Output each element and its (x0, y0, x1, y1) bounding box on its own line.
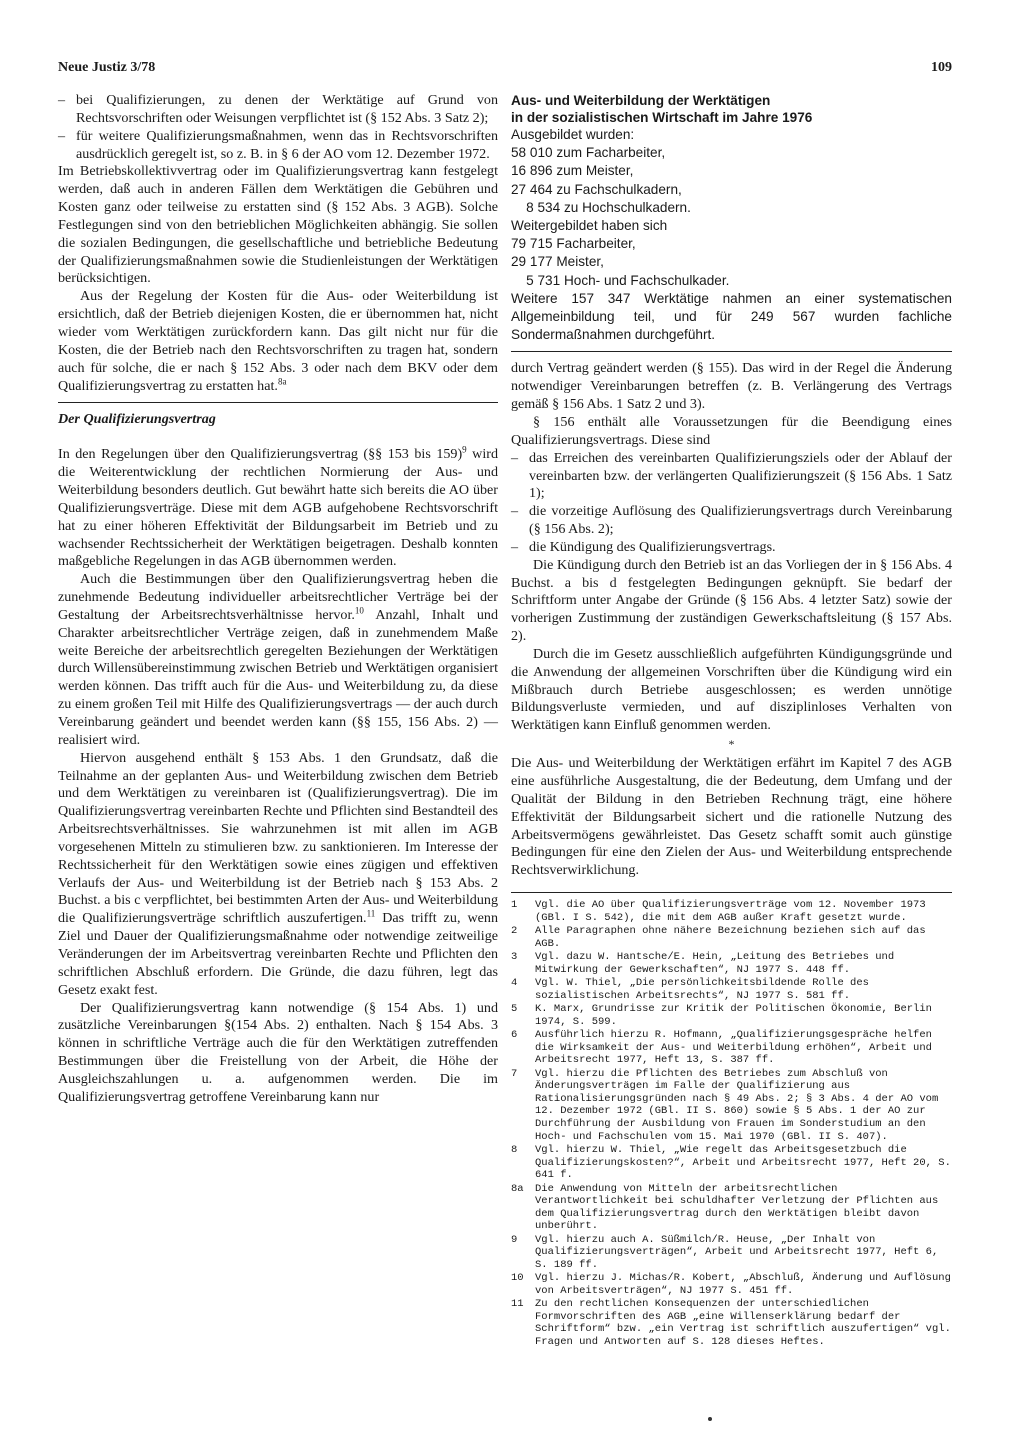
paragraph: Im Betriebskollektivvertrag oder im Qualifizierungsvertrag kann festgelegt werden, daß auch in anderen Fällen dem Werktätigen die Gebühren und Kosten ganz oder teilweise zu erstatten sind (§ 152 Abs. 3 AGB). Solche Festlegungen sind von den betrieblichen Möglichkeiten abhängig. Sie sollen die sozialen Bedingungen, die gesellschaftliche und betriebliche Bedeutung der Qualifizierungsmaßnahmen sowie die Studienleistungen der Werktätigen berücksichtigen. (58, 163, 498, 287)
footnote: 3 Vgl. dazu W. Hantsche/E. Hein, „Leitung des Betriebes und Mitwirkung der Gewerkschaften“, NJ 1977 S. 448 ff. (511, 951, 895, 976)
footnote: 10 Vgl. hierzu J. Michas/R. Kobert, „Abschluß, Änderung und Auflösung von Arbeitsverträgen“, NJ 1977 S. 451 ff. (511, 1272, 951, 1297)
page-header (58, 60, 952, 80)
dash-item: – die Kündigung des Qualifizierungsvertrags. (511, 538, 776, 555)
dash-item: – die vorzeitige Auflösung des Qualifizierungsvertrags durch Vereinbarung (§ 156 Abs. 2); (511, 503, 952, 538)
paragraph: In den Regelungen über den Qualifizierungsvertrag (§§ 153 bis 159)$^9$ wird die Weiterentwicklung der rechtlichen Normierung der Aus- und Weiterbildung besonders deutlich. Gut bewährt hatte sich bereits die AO über Qualifizierungsverträge. Diese mit dem AGB aufgehobene Rechtsvorschrift hat zu einer höheren Effektivität der Bildungsarbeit im Betrieb und zu wachsender Rechtssicherheit der Werktätigen beigetragen. Deshalb konnten maßgebliche Regelungen in das AGB übernommen werden. (58, 444, 498, 570)
box-title: Aus- und Weiterbildung der Werktätigen (511, 93, 771, 108)
footnotes (511, 899, 952, 1349)
dash-item: – das Erreichen des vereinbarten Qualifizierungsziels oder der Ablauf der vereinbarten bzw. der verlängerten Qualifizierungszeit (§ 156 Abs. 1 Satz 1); (511, 449, 952, 502)
dash-item: – für weitere Qualifizierungsmaßnahmen, wenn das in Rechtsvorschriften ausdrücklich geregelt ist, so z. B. in § 6 der AO vom 12. Dezember 1972. (58, 127, 498, 162)
box-divider (511, 351, 952, 352)
box-closing: Weitere 157 347 Werktätige nahmen an einer systematischen Allgemeinbildung teil, und für 249 567 wurden fachliche Sondermaßnahmen durchgeführt. (511, 290, 952, 343)
stat-line: 27 464 zu Fachschulkadern, (511, 181, 682, 197)
stat-line: 8 534 zu Hochschulkadern. (526, 199, 691, 215)
section-separator: * (728, 737, 735, 752)
print-mark (708, 1417, 712, 1421)
left-column (58, 92, 498, 1107)
paragraph: Die Kündigung durch den Betrieb ist an das Vorliegen der in § 156 Abs. 4 Buchst. a bis d festgelegten Bedingungen geknüpft. Sie bedarf der Schriftform unter Angabe der Gründe (§ 156 Abs. 4 letzter Satz) sowie der vorherigen Zustimmung der zuständigen Gewerkschaftsleitung (§ 157 Abs. 2). (511, 556, 952, 645)
footnote: 5 K. Marx, Grundrisse zur Kritik der Politischen Ökonomie, Berlin 1974, S. 599. (511, 1003, 932, 1028)
box-label: Weitergebildet haben sich (511, 218, 668, 234)
paragraph: Durch die im Gesetz ausschließlich aufgeführten Kündigungsgründe und die Anwendung der allgemeinen Vorschriften über die Kündigung wird ein Mißbrauch durch Betriebe ausgeschlossen; es werden unnötige Bildungsverluste vermieden, und auf disziplinloses Verhalten von Werktätigen kann Einfluß genommen werden. (511, 645, 952, 734)
paragraph: Auch die Bestimmungen über den Qualifizierungsvertrag heben die zunehmende Bedeutung individueller arbeitsrechtlicher Verträge bei der Gestaltung der Arbeitsrechtsverhältnisse hervor.$^{10}$ Anzahl, Inhalt und Charakter arbeitsrechtlicher Verträge zeigen, daß in zunehmendem Maße weite Bereiche der arbeitsrechtlich geregelten Beziehungen der Werktätigen durch Willensübereinstimmung zwischen Betrieb und Werktätigen organisiert werden können. Das trifft auch für die Aus- und Weiterbildung zu, da diese zu einem großen Teil mit Hilfe des Qualifizierungsvertrags — der auch durch Vereinbarung geändert und beendet werden kann (§§ 155, 156 Abs. 2) — realisiert wird. (58, 571, 498, 748)
paragraph: § 156 enthält alle Voraussetzungen für die Beendigung eines Qualifizierungsvertrags. Diese sind (511, 413, 952, 448)
section-heading: Der Qualifizierungsvertrag (58, 411, 216, 428)
footnote: 1 Vgl. die AO über Qualifizierungsverträge vom 12. November 1973 (GBl. I S. 542), die mit dem AGB außer Kraft gesetzt wurde. (511, 899, 926, 924)
statistics-box (511, 92, 952, 344)
footnote: 9 Vgl. hierzu auch A. Süßmilch/R. Heuse, „Der Inhalt von Qualifizierungsverträgen“, Arbeit und Arbeitsrecht 1977, Heft 6, S. 189 ff. (511, 1233, 939, 1271)
stat-line: 29 177 Meister, (511, 254, 604, 270)
footnote-ref: 8a (277, 375, 287, 386)
section-divider (58, 402, 498, 403)
paragraph: Aus der Regelung der Kosten für die Aus- oder Weiterbildung ist ersichtlich, daß der Betrieb diejenigen Kosten, die er übernommen hat, nicht wieder vom Werktätigen zurückfordern kann. Das gilt nicht nur für die Kosten, die der Betrieb nach den Rechtsvorschriften zu tragen hat, sondern auch für solche, die er nach § 152 Abs. 3 oder nach dem BKV oder dem Qualifizierungsvertrag zu erstatten hat.$^{8a}$ (58, 288, 498, 394)
stat-line: 58 010 zum Facharbeiter, (511, 145, 666, 161)
journal-issue: Neue Justiz 3/78 (58, 60, 156, 75)
box-label: Ausgebildet wurden: (511, 127, 635, 142)
dash-item: – bei Qualifizierungen, zu denen der Werktätige auf Grund von Rechtsvorschriften oder Weisungen verpflichtet ist (§ 152 Abs. 3 Satz 2); (58, 92, 498, 126)
paragraph: Hiervon ausgehend enthält § 153 Abs. 1 den Grundsatz, daß die Teilnahme an der geplanten Aus- und Weiterbildung zwischen dem Betrieb und dem Werktätigen zu vereinbaren ist (Qualifizierungsvertrag). Die im Qualifizierungsvertrag vereinbarten Rechte und Pflichten sind Bestandteil des Arbeitsrechtsverhältnisses. Sie wahrzunehmen ist mit allen im AGB vorgesehenen Mitteln zu stimulieren bzw. zu sanktionieren. Im Interesse der Rechtssicherheit für den Werktätigen sowie eines zügigen und effektiven Verlaufs der Aus- und Weiterbildung ist der Betrieb nach § 153 Abs. 2 Buchst. a bis c verpflichtet, bei bestimmten Arten der Aus- und Weiterbildung die Qualifizierungsverträge schriftlich auszufertigen.$^{11}$ Das trifft zu, wenn Ziel und Dauer der Qualifizierungsmaßnahme oder notwendige zeitweilige Veränderungen der im Arbeitsvertrag vereinbarten Rechte und Pflichten den schriftlichen Abschluß erfordern. Die Gründe, die dazu führen, legt das Gesetz exakt fest. (58, 749, 498, 998)
footnote-divider (511, 892, 952, 893)
footnote-ref: 10 (354, 605, 364, 616)
footnote: 11 Zu den rechtlichen Konsequenzen der unterschiedlichen Formvorschriften des AGB „eine Willenserklärung bedarf der Schriftform“ bzw. „ein Vertrag ist schriftlich auszufertigen“ vgl. Fragen und Antworten auf S. 128 dieses Heftes. (511, 1298, 951, 1349)
paragraph: durch Vertrag geändert werden (§ 155). Das wird in der Regel die Änderung notwendiger Vereinbarungen betreffen (z. B. Verlängerung des Vertrags gemäß § 156 Abs. 1 Satz 2 und 3). (511, 360, 952, 413)
paragraph: Die Aus- und Weiterbildung der Werktätigen erfährt im Kapitel 7 des AGB eine ausführliche Ausgestaltung, die der Bedeutung, dem Umfang und der Qualität der Bildung in den Betrieben Rechnung trägt, eine höhere Effektivität der Bildungsarbeit sichert und die rationelle Nutzung des Arbeitsvermögens gewährleistet. Das Gesetz schafft somit auch günstige Bedingungen für eine den Zielen der Aus- und Weiterbildung entsprechende Rechtsverwirklichung. (511, 755, 952, 879)
page-number: 109 (931, 60, 952, 75)
paragraph: Der Qualifizierungsvertrag kann notwendige (§ 154 Abs. 1) und zusätzliche Vereinbarungen §(154 Abs. 2) enthalten. Nach § 154 Abs. 3 können in schriftliche Verträge auch die für den Werktätigen zutreffenden Bestimmungen über die Freistellung von der Arbeit, die Höhe der Ausgleichszahlungen u. a. aufgenommen werden. Die im Qualifizierungsvertrag getroffene Vereinbarung kann nur (58, 999, 498, 1105)
box-title: in der sozialistischen Wirtschaft im Jahre 1976 (511, 110, 813, 125)
stat-line: 16 896 zum Meister, (511, 163, 634, 179)
footnote: 8a Die Anwendung von Mitteln der arbeitsrechtlichen Verantwortlichkeit bei schuldhafter Verletzung der Pflichten aus dem Qualifizierungsvertrag durch den Werktätigen bleibt davon unberührt. (511, 1182, 939, 1233)
footnote-ref: 9 (462, 444, 467, 455)
stat-line: 5 731 Hoch- und Fachschulkader. (526, 272, 730, 288)
footnote: 7 Vgl. hierzu die Pflichten des Betriebes zum Abschluß von Änderungsverträgen im Falle der Qualifizierung aus Rationalisierungsgründen nach § 49 Abs. 2; § 3 Abs. 4 der AO vom 12. Dezember 1972 (GBl. II S. 860) sowie § 5 Abs. 1 der AO zur Durchführung der Ausbildung von Frauen im Sonderstudium an den Hoch- und Fachschulen vom 15. Mai 1970 (GBl. II S. 407). (511, 1067, 939, 1143)
footnote-ref: 11 (366, 908, 376, 919)
footnote: 8 Vgl. hierzu W. Thiel, „Wie regelt das Arbeitsgesetzbuch die Qualifizierungskosten?“, Arbeit und Arbeitsrecht 1977, Heft 20, S. 641 f. (511, 1143, 951, 1182)
footnote: 4 Vgl. W. Thiel, „Die persönlichkeitsbildende Rolle des sozialistischen Arbeitsrechts“, NJ 1977 S. 581 ff. (511, 977, 869, 1002)
footnote: 6 Ausführlich hierzu R. Hofmann, „Qualifizierungsgespräche helfen die Wirksamkeit der Aus- und Weiterbildung erhöhen“, Arbeit und Arbeitsrecht 1977, Heft 13, S. 387 ff. (511, 1028, 932, 1067)
right-column (511, 92, 952, 1349)
footnote: 2 Alle Paragraphen ohne nähere Bezeichnung beziehen sich auf das AGB. (511, 925, 926, 950)
stat-line: 79 715 Facharbeiter, (511, 236, 636, 252)
